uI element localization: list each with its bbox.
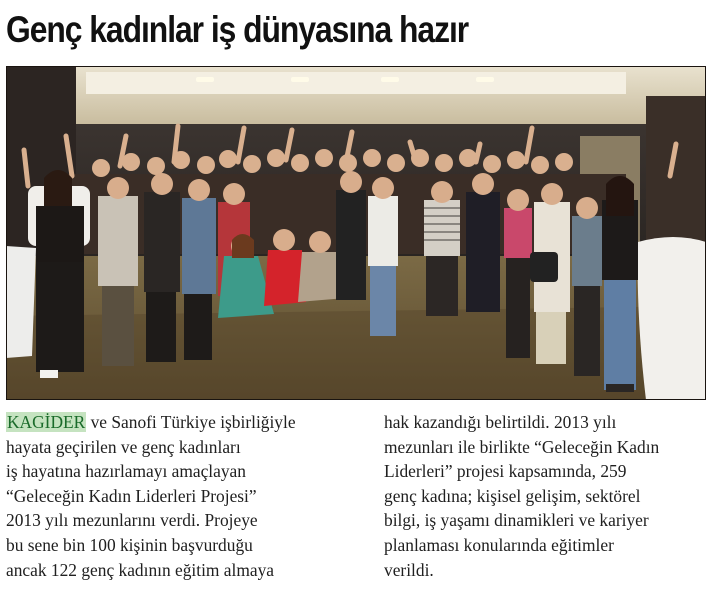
article-line: Liderleri” projesi kapsamında, 259 [384, 461, 627, 482]
article-line: ancak 122 genç kadının eğitim almaya [6, 559, 275, 580]
article-line: iş hayatına hazırlamayı amaçlayan [6, 461, 246, 482]
article-line: bilgi, iş yaşamı dinamikleri ve kariyer [384, 510, 649, 531]
article-line: mezunları ile birlikte “Geleceğin Kadın [384, 436, 660, 457]
group-photo-icon [6, 66, 706, 400]
article-body [6, 410, 710, 606]
article-line: hayata geçirilen ve genç kadınları [6, 436, 241, 457]
article-line [6, 410, 366, 435]
article-headline: Genç kadınlar iş dünyasına hazır [6, 9, 469, 50]
article-text: ve Sanofi Türkiye işbirliğiyle [86, 412, 296, 432]
article-line: bu sene bin 100 kişinin başvurduğu [6, 534, 253, 555]
article-line: verildi. [384, 559, 434, 580]
article-line: hak kazandığı belirtildi. 2013 yılı [384, 412, 617, 432]
article-column-right [384, 410, 710, 582]
article-line: “Geleceğin Kadın Liderleri Projesi” [6, 485, 257, 506]
highlighted-organization: KAGİDER [7, 412, 86, 432]
article-line: 2013 yılı mezunlarını verdi. Projeye [6, 510, 258, 531]
article-photo [6, 66, 706, 400]
article-column-left [6, 410, 366, 582]
article-line: genç kadına; kişisel gelişim, sektörel [384, 485, 641, 506]
article-line: planlaması konularında eğitimler [384, 534, 614, 555]
